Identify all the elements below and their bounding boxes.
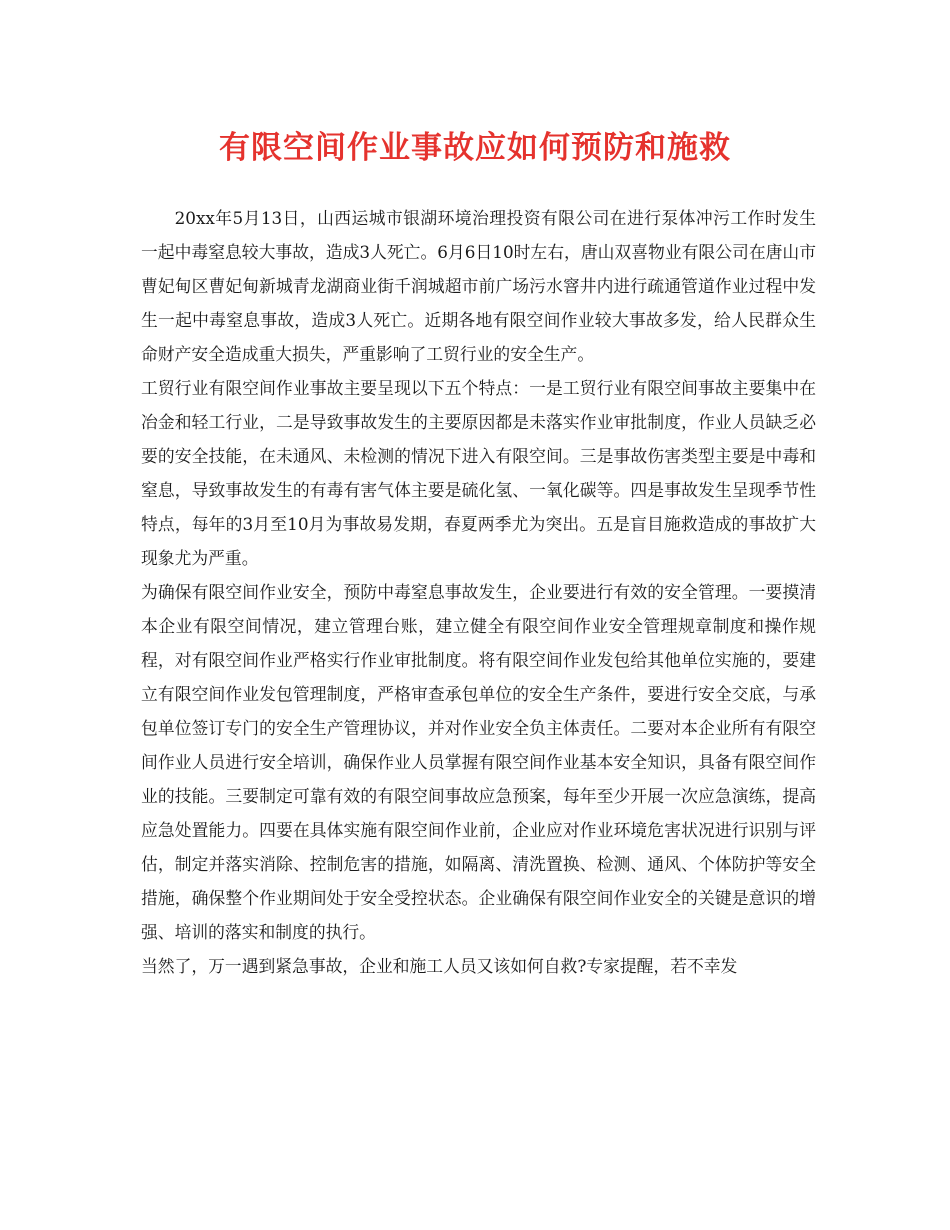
paragraph-safety-management: 为确保有限空间作业安全，预防中毒窒息事故发生，企业要进行有效的安全管理。一要摸清本企业有限空间情况，建立管理台账，建立健全有限空间作业安全管理规章制度和操作规程，对有限空间作业严格实行作业审批制度。将有限空间作业发包给其他单位实施的，要建立有限空间作业发包管理制度，严格审查承包单位的安全生产条件，要进行安全交底，与承包单位签订专门的安全生产管理协议，并对作业安全负主体责任。二要对本企业所有有限空间作业人员进行安全培训，确保作业人员掌握有限空间作业基本安全知识，具备有限空间作业的技能。三要制定可靠有效的有限空间事故应急预案，每年至少开展一次应急演练，提高应急处置能力。四要在具体实施有限空间作业前，企业应对作业环境危害状况进行识别与评估，制定并落实消除、控制危害的措施，如隔离、清洗置换、检测、通风、个体防护等安全措施，确保整个作业期间处于安全受控状态。企业确保有限空间作业安全的关键是意识的增强、培训的落实和制度的执行。 (141, 582, 816, 942)
paragraph-self-rescue: 当然了，万一遇到紧急事故，企业和施工人员又该如何自救?专家提醒，若不幸发 (141, 956, 738, 976)
document-body (141, 201, 816, 983)
paragraph-incident-report: 20xx年5月13日，山西运城市银湖环境治理投资有限公司在进行泵体冲污工作时发生一起中毒窒息较大事故，造成3人死亡。6月6日10时左右，唐山双喜物业有限公司在唐山市曹妃甸区曹妃甸新城青龙湖商业街千润城超市前广场污水窨井内进行疏通管道作业过程中发生一起中毒窒息事故，造成3人死亡。近期各地有限空间作业较大事故多发，给人民群众生命财产安全造成重大损失，严重影响了工贸行业的安全生产。 (141, 208, 816, 364)
document-title: 有限空间作业事故应如何预防和施救 (219, 130, 731, 166)
paragraph-accident-characteristics: 工贸行业有限空间作业事故主要呈现以下五个特点：一是工贸行业有限空间事故主要集中在冶金和轻工行业，二是导致事故发生的主要原因都是未落实作业审批制度，作业人员缺乏必要的安全技能，在未通风、未检测的情况下进入有限空间。三是事故伤害类型主要是中毒和窒息，导致事故发生的有毒有害气体主要是硫化氢、一氧化碳等。四是事故发生呈现季节性特点，每年的3月至10月为事故易发期，春夏两季尤为突出。五是盲目施救造成的事故扩大现象尤为严重。 (141, 378, 816, 568)
